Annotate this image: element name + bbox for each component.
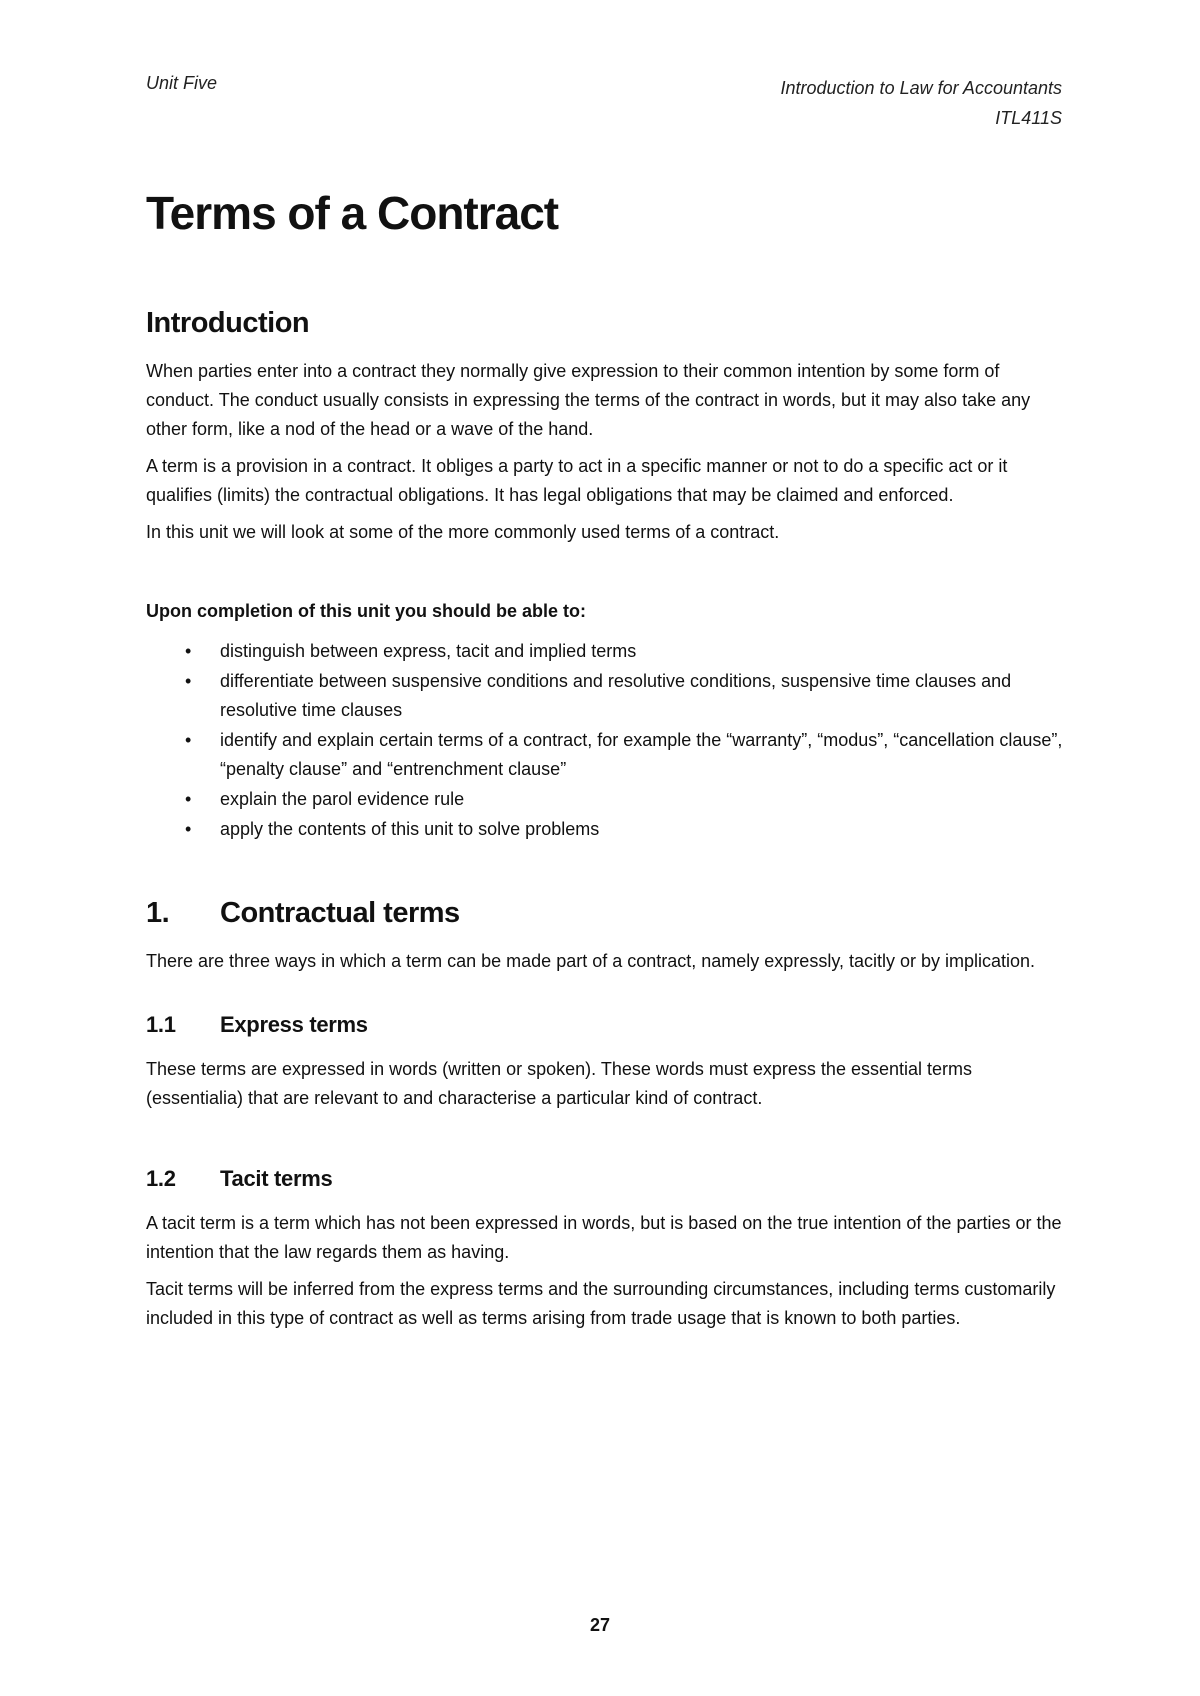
list-item	[146, 785, 1064, 814]
bullet-icon: •	[185, 730, 192, 750]
header-code: ITL411S	[995, 108, 1062, 128]
list-item-text: explain the parol evidence rule	[220, 789, 465, 809]
section-1-heading	[146, 893, 1064, 933]
objectives-list	[146, 637, 1064, 844]
list-item	[146, 667, 1064, 725]
section-1-2-paragraph-1: A tacit term is a term which has not been expressed in words, but is based on the true intention of the parties or the intention that the law regards them as having.	[146, 1213, 1062, 1262]
section-1-number: 1.	[146, 897, 170, 929]
bullet-icon: •	[185, 641, 192, 661]
section-1-2-title: Tacit terms	[220, 1166, 333, 1191]
intro-paragraph-3: In this unit we will look at some of the more commonly used terms of a contract.	[146, 522, 780, 542]
page-title: Terms of a Contract	[146, 187, 559, 239]
main-content	[146, 185, 1064, 1333]
list-item-text: distinguish between express, tacit and implied terms	[220, 641, 637, 661]
introduction-heading: Introduction	[146, 307, 310, 339]
objectives-heading: Upon completion of this unit you should be able to:	[146, 601, 586, 621]
page-number: 27	[589, 1615, 611, 1635]
section-1-2-paragraph-2: Tacit terms will be inferred from the express terms and the surrounding circumstances, including terms customarily included in this type of contract as well as terms arising from trade usage that is known to both parties.	[146, 1279, 1056, 1328]
section-1-title: Contractual terms	[220, 897, 460, 929]
section-1-2-number: 1.2	[146, 1166, 176, 1191]
section-1-1-heading	[146, 1009, 1064, 1041]
section-1-1-title: Express terms	[220, 1012, 368, 1037]
section-1-paragraph: There are three ways in which a term can be made part of a contract, namely expressly, tacitly or by implication.	[146, 951, 1036, 971]
list-item	[146, 815, 1064, 844]
list-item-text: apply the contents of this unit to solve problems	[220, 819, 600, 839]
bullet-icon: •	[185, 819, 192, 839]
list-item-text: differentiate between suspensive conditions and resolutive conditions, suspensive time clauses and resolutive time clauses	[220, 671, 1012, 720]
section-1-2-heading	[146, 1163, 1064, 1195]
list-item-text: identify and explain certain terms of a contract, for example the “warranty”, “modus”, “cancellation clause”, “penalty clause” and “entrenchment clause”	[220, 730, 1063, 779]
intro-paragraph-2: A term is a provision in a contract. It obliges a party to act in a specific manner or not to do a specific act or it qualifies (limits) the contractual obligations. It has legal obligations that may be claimed and enforced.	[146, 456, 1008, 505]
header-course: Introduction to Law for Accountants	[780, 78, 1062, 98]
section-1-1-paragraph: These terms are expressed in words (written or spoken). These words must express the essential terms (essentialia) that are relevant to and characterise a particular kind of contract.	[146, 1059, 972, 1108]
list-item	[146, 637, 1064, 666]
section-1-1-number: 1.1	[146, 1012, 176, 1037]
header-course-block	[781, 73, 1063, 133]
header-unit: Unit Five	[146, 73, 218, 93]
bullet-icon: •	[185, 789, 192, 809]
list-item	[146, 726, 1064, 784]
bullet-icon: •	[185, 671, 192, 691]
intro-paragraph-1: When parties enter into a contract they normally give expression to their common intention by some form of conduct. The conduct usually consists in expressing the terms of the contract in words, but it may also take any other form, like a nod of the head or a wave of the hand.	[146, 361, 1031, 439]
